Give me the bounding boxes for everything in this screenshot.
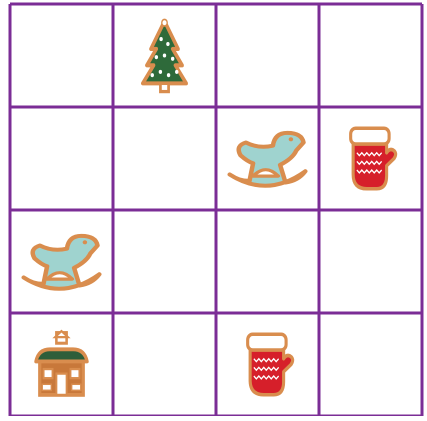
cell-r1-c2[interactable] bbox=[113, 4, 216, 107]
cell-r1-c1[interactable] bbox=[10, 4, 113, 107]
cell-r1-c3[interactable] bbox=[216, 4, 319, 107]
cell-r2-c4[interactable] bbox=[319, 107, 422, 210]
cell-r2-c1[interactable] bbox=[10, 107, 113, 210]
cell-r3-c4[interactable] bbox=[319, 210, 422, 313]
cell-r1-c4[interactable] bbox=[319, 4, 422, 107]
cell-r2-c2[interactable] bbox=[113, 107, 216, 210]
cell-r4-c2[interactable] bbox=[113, 313, 216, 416]
cell-r2-c3[interactable] bbox=[216, 107, 319, 210]
cell-r3-c2[interactable] bbox=[113, 210, 216, 313]
cell-r3-c3[interactable] bbox=[216, 210, 319, 313]
cell-r4-c1[interactable] bbox=[10, 313, 113, 416]
cell-r3-c1[interactable] bbox=[10, 210, 113, 313]
cell-r4-c3[interactable] bbox=[216, 313, 319, 416]
cell-r4-c4[interactable] bbox=[319, 313, 422, 416]
